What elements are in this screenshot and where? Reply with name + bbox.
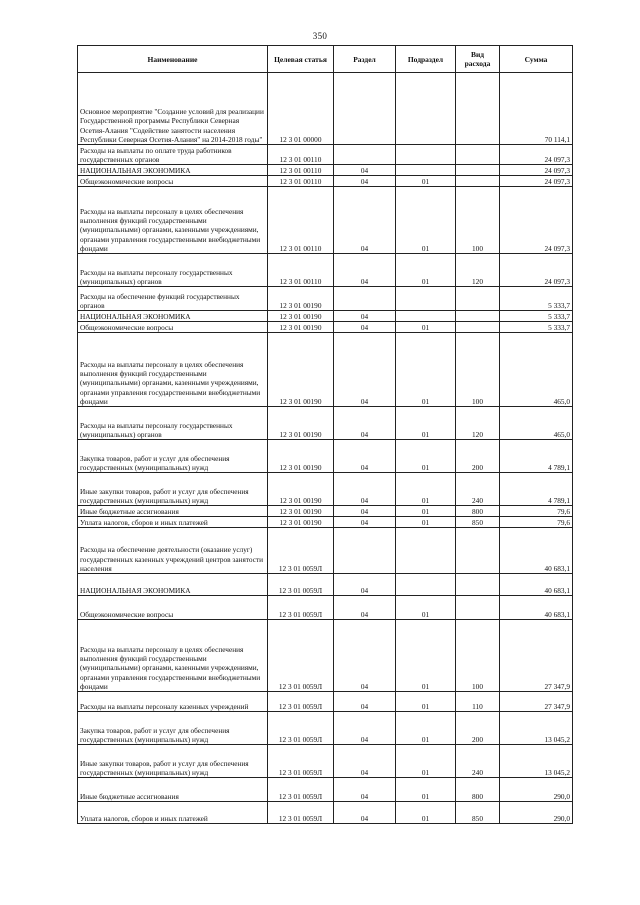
row-subsection: 01 (396, 506, 456, 517)
row-target: 12 3 01 0059Л (268, 620, 334, 692)
row-target: 12 3 01 00190 (268, 517, 334, 528)
row-amount: 27 347,9 (500, 620, 573, 692)
header-name: Наименование (78, 46, 268, 73)
row-expense-type (456, 574, 500, 596)
row-target: 12 3 01 0059Л (268, 778, 334, 802)
row-subsection: 01 (396, 620, 456, 692)
row-expense-type: 240 (456, 745, 500, 778)
row-amount: 40 683,1 (500, 596, 573, 620)
table-row (78, 311, 573, 322)
row-section: 04 (334, 620, 396, 692)
table-row (78, 620, 573, 692)
row-subsection: 01 (396, 802, 456, 824)
row-target: 12 3 01 00190 (268, 440, 334, 473)
row-amount: 290,0 (500, 802, 573, 824)
row-name: Расходы на выплаты персоналу государственных (муниципальных) органов (78, 407, 268, 440)
row-name: Расходы на обеспечение функций государственных органов (78, 287, 268, 311)
header-section: Раздел (334, 46, 396, 73)
table-row (78, 176, 573, 187)
table-row (78, 145, 573, 165)
table-row (78, 287, 573, 311)
table-row (78, 187, 573, 254)
row-amount: 5 333,7 (500, 287, 573, 311)
row-target: 12 3 01 0059Л (268, 574, 334, 596)
row-expense-type (456, 311, 500, 322)
table-row (78, 596, 573, 620)
row-expense-type: 800 (456, 506, 500, 517)
row-expense-type (456, 528, 500, 574)
row-amount: 24 097,3 (500, 187, 573, 254)
table-row (78, 745, 573, 778)
page-number: 350 (312, 31, 328, 41)
row-section: 04 (334, 440, 396, 473)
row-target: 12 3 01 00190 (268, 407, 334, 440)
row-target: 12 3 01 00000 (268, 73, 334, 145)
table-row (78, 712, 573, 745)
row-target: 12 3 01 00190 (268, 333, 334, 407)
row-amount: 13 045,2 (500, 712, 573, 745)
row-amount: 465,0 (500, 333, 573, 407)
table-row (78, 517, 573, 528)
row-name: Расходы на обеспечение деятельности (оказание услуг) государственных казенных учреждений центров занятости населения (78, 528, 268, 574)
row-name: Расходы на выплаты персоналу государственных (муниципальных) органов (78, 254, 268, 287)
row-section: 04 (334, 802, 396, 824)
row-amount: 24 097,3 (500, 176, 573, 187)
row-expense-type: 100 (456, 187, 500, 254)
row-section (334, 73, 396, 145)
row-name: Расходы на выплаты персоналу в целях обеспечения выполнения функций государственными (муниципальными) органами, казенными учреждениями, органами управления государственными внебюджетными фондами (78, 187, 268, 254)
table-row (78, 165, 573, 176)
row-section: 04 (334, 187, 396, 254)
row-subsection (396, 145, 456, 165)
row-name: Расходы на выплаты по оплате труда работников государственных органов (78, 145, 268, 165)
row-expense-type (456, 287, 500, 311)
row-subsection: 01 (396, 440, 456, 473)
row-target: 12 3 01 00190 (268, 473, 334, 506)
row-target: 12 3 01 00110 (268, 165, 334, 176)
row-target: 12 3 01 00190 (268, 287, 334, 311)
row-name: Расходы на выплаты персоналу в целях обеспечения выполнения функций государственными (муниципальными) органами, казенными учреждениями, органами управления государственными внебюджетными фондами (78, 333, 268, 407)
row-amount: 24 097,3 (500, 254, 573, 287)
row-subsection (396, 165, 456, 176)
row-target: 12 3 01 0059Л (268, 596, 334, 620)
row-amount: 27 347,9 (500, 692, 573, 712)
row-name: Иные закупки товаров, работ и услуг для обеспечения государственных (муниципальных) нужд (78, 745, 268, 778)
table-row (78, 333, 573, 407)
row-target: 12 3 01 0059Л (268, 528, 334, 574)
row-subsection (396, 574, 456, 596)
row-expense-type (456, 322, 500, 333)
row-amount: 24 097,3 (500, 145, 573, 165)
row-subsection (396, 73, 456, 145)
row-section: 04 (334, 745, 396, 778)
row-expense-type: 200 (456, 712, 500, 745)
row-section: 04 (334, 311, 396, 322)
row-section: 04 (334, 333, 396, 407)
row-name: НАЦИОНАЛЬНАЯ ЭКОНОМИКА (78, 574, 268, 596)
table-row (78, 802, 573, 824)
table-row (78, 254, 573, 287)
row-subsection: 01 (396, 473, 456, 506)
row-subsection: 01 (396, 322, 456, 333)
row-target: 12 3 01 0059Л (268, 712, 334, 745)
row-expense-type (456, 596, 500, 620)
table-row (78, 778, 573, 802)
row-expense-type (456, 165, 500, 176)
row-amount: 290,0 (500, 778, 573, 802)
table-row (78, 73, 573, 145)
table-row (78, 574, 573, 596)
row-section: 04 (334, 596, 396, 620)
row-section: 04 (334, 574, 396, 596)
row-subsection (396, 287, 456, 311)
table-row (78, 506, 573, 517)
table-row (78, 528, 573, 574)
row-subsection: 01 (396, 712, 456, 745)
row-subsection: 01 (396, 187, 456, 254)
row-expense-type: 120 (456, 407, 500, 440)
row-expense-type: 120 (456, 254, 500, 287)
row-amount: 79,6 (500, 517, 573, 528)
table-row (78, 440, 573, 473)
row-subsection: 01 (396, 517, 456, 528)
row-expense-type: 100 (456, 333, 500, 407)
row-section: 04 (334, 165, 396, 176)
row-name: Уплата налогов, сборов и иных платежей (78, 802, 268, 824)
header-subsection: Подраздел (396, 46, 456, 73)
row-amount: 24 097,3 (500, 165, 573, 176)
row-amount: 4 789,1 (500, 473, 573, 506)
row-target: 12 3 01 00110 (268, 176, 334, 187)
row-amount: 5 333,7 (500, 322, 573, 333)
table-row (78, 473, 573, 506)
row-name: Общеэкономические вопросы (78, 596, 268, 620)
row-target: 12 3 01 00110 (268, 187, 334, 254)
row-expense-type: 800 (456, 778, 500, 802)
row-subsection: 01 (396, 692, 456, 712)
row-subsection: 01 (396, 778, 456, 802)
row-target: 12 3 01 0059Л (268, 692, 334, 712)
budget-table (77, 45, 573, 824)
row-name: Общеэкономические вопросы (78, 322, 268, 333)
header-amount: Сумма (500, 46, 573, 73)
row-name: НАЦИОНАЛЬНАЯ ЭКОНОМИКА (78, 165, 268, 176)
row-name: Иные закупки товаров, работ и услуг для обеспечения государственных (муниципальных) нужд (78, 473, 268, 506)
row-section: 04 (334, 176, 396, 187)
row-expense-type: 100 (456, 620, 500, 692)
row-amount: 13 045,2 (500, 745, 573, 778)
row-section: 04 (334, 778, 396, 802)
row-target: 12 3 01 00110 (268, 254, 334, 287)
row-name: Закупка товаров, работ и услуг для обеспечения государственных (муниципальных) нужд (78, 712, 268, 745)
row-target: 12 3 01 0059Л (268, 745, 334, 778)
row-name: Расходы на выплаты персоналу в целях обеспечения выполнения функций государственными (муниципальными) органами, казенными учреждениями, органами управления государственными внебюджетными фондами (78, 620, 268, 692)
row-expense-type (456, 73, 500, 145)
row-subsection: 01 (396, 407, 456, 440)
row-name: Иные бюджетные ассигнования (78, 778, 268, 802)
table-row (78, 692, 573, 712)
row-name: Расходы на выплаты персоналу казенных учреждений (78, 692, 268, 712)
row-amount: 5 333,7 (500, 311, 573, 322)
header-target: Целевая статья (268, 46, 334, 73)
row-expense-type (456, 176, 500, 187)
row-expense-type: 850 (456, 517, 500, 528)
row-target: 12 3 01 00190 (268, 311, 334, 322)
row-section (334, 145, 396, 165)
row-amount: 40 683,1 (500, 574, 573, 596)
row-expense-type: 850 (456, 802, 500, 824)
row-subsection (396, 311, 456, 322)
row-section (334, 287, 396, 311)
row-section (334, 528, 396, 574)
row-subsection: 01 (396, 254, 456, 287)
row-name: Иные бюджетные ассигнования (78, 506, 268, 517)
header-expense-type: Вид расхода (456, 46, 500, 73)
row-subsection: 01 (396, 333, 456, 407)
row-target: 12 3 01 00190 (268, 506, 334, 517)
table-row (78, 322, 573, 333)
row-section: 04 (334, 517, 396, 528)
table-header-row (78, 46, 573, 73)
row-expense-type (456, 145, 500, 165)
row-name: НАЦИОНАЛЬНАЯ ЭКОНОМИКА (78, 311, 268, 322)
row-expense-type: 200 (456, 440, 500, 473)
row-section: 04 (334, 473, 396, 506)
row-subsection: 01 (396, 176, 456, 187)
row-section: 04 (334, 506, 396, 517)
row-section: 04 (334, 254, 396, 287)
row-name: Уплата налогов, сборов и иных платежей (78, 517, 268, 528)
row-name: Общеэкономические вопросы (78, 176, 268, 187)
row-amount: 4 789,1 (500, 440, 573, 473)
row-section: 04 (334, 322, 396, 333)
row-expense-type: 110 (456, 692, 500, 712)
row-section: 04 (334, 692, 396, 712)
table-row (78, 407, 573, 440)
row-amount: 40 683,1 (500, 528, 573, 574)
row-amount: 79,6 (500, 506, 573, 517)
row-amount: 70 114,1 (500, 73, 573, 145)
row-target: 12 3 01 00110 (268, 145, 334, 165)
row-amount: 465,0 (500, 407, 573, 440)
row-section: 04 (334, 712, 396, 745)
row-name: Основное мероприятие "Создание условий для реализации Государственной программы Республики Северная Осетия-Алания "Содействие занятости населения Республики Северная Осетия-Алания" на 2014-2018 годы" (78, 73, 268, 145)
row-subsection: 01 (396, 596, 456, 620)
row-subsection: 01 (396, 745, 456, 778)
row-expense-type: 240 (456, 473, 500, 506)
row-name: Закупка товаров, работ и услуг для обеспечения государственных (муниципальных) нужд (78, 440, 268, 473)
row-section: 04 (334, 407, 396, 440)
row-subsection (396, 528, 456, 574)
row-target: 12 3 01 0059Л (268, 802, 334, 824)
row-target: 12 3 01 00190 (268, 322, 334, 333)
